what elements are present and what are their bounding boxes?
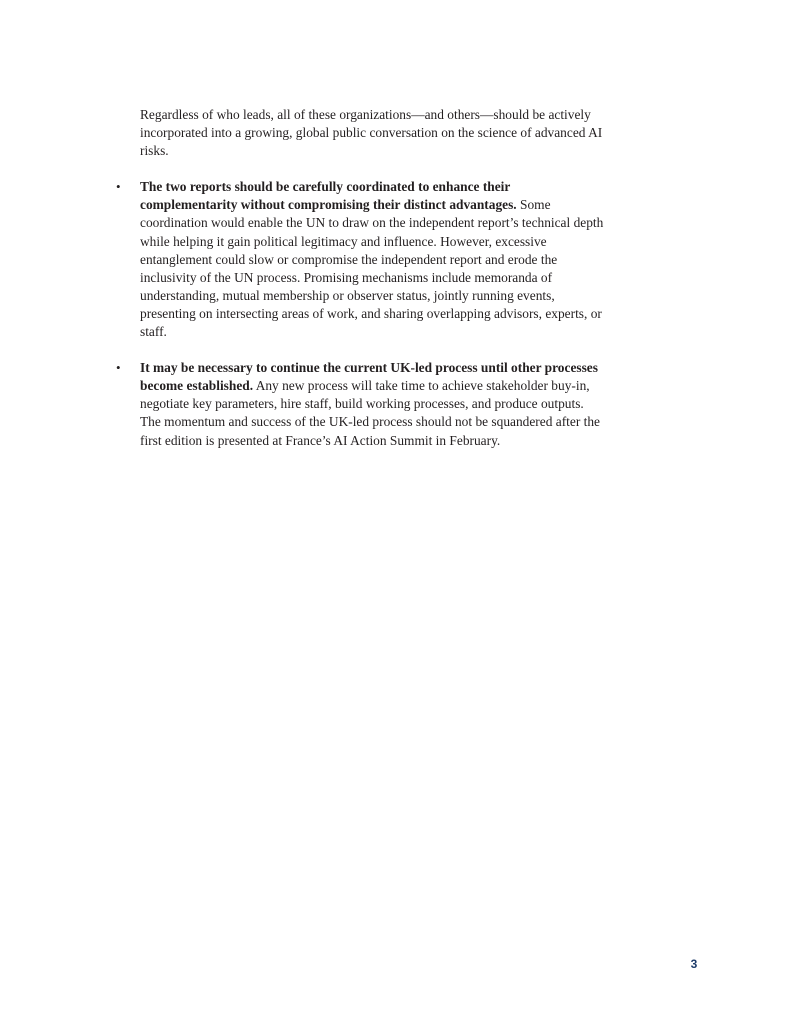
bullet-icon: • bbox=[116, 179, 121, 195]
bullet-item-coordination bbox=[116, 178, 605, 341]
page-number: 3 bbox=[690, 957, 698, 971]
body-text bbox=[116, 106, 605, 450]
bullet-body-text: Any new process will take time to achieve stakeholder buy-in, negotiate key parameters, hire staff, build working processes, and produce outputs. The momentum and success of the UK-led process should not be squandered after the first edition is presented at France’s AI Action Summit in February. bbox=[140, 378, 600, 448]
bullet-paragraph bbox=[140, 359, 605, 449]
bullet-icon: • bbox=[116, 360, 121, 376]
intro-paragraph: Regardless of who leads, all of these organizations—and others—should be actively incorporated into a growing, global public conversation on the science of advanced AI risks. bbox=[140, 107, 603, 159]
bullet-body-text: Some coordination would enable the UN to draw on the independent report’s technical depth while helping it gain political legitimacy and influence. However, excessive entanglement could slow or compromise the independent report and erode the inclusivity of the UN process. Promising mechanisms include memoranda of understanding, mutual membership or observer status, jointly running events, presenting on intersecting areas of work, and sharing overlapping advisors, experts, or staff. bbox=[140, 197, 604, 340]
bullet-paragraph bbox=[140, 178, 605, 341]
bullet-lead-text: The two reports should be carefully coordinated to enhance their complementarity without compromising their distinct advantages. bbox=[140, 179, 517, 213]
bullet-item-uk-process bbox=[116, 359, 605, 449]
bullet-lead-text: It may be necessary to continue the current UK-led process until other processes become established. bbox=[140, 360, 598, 394]
